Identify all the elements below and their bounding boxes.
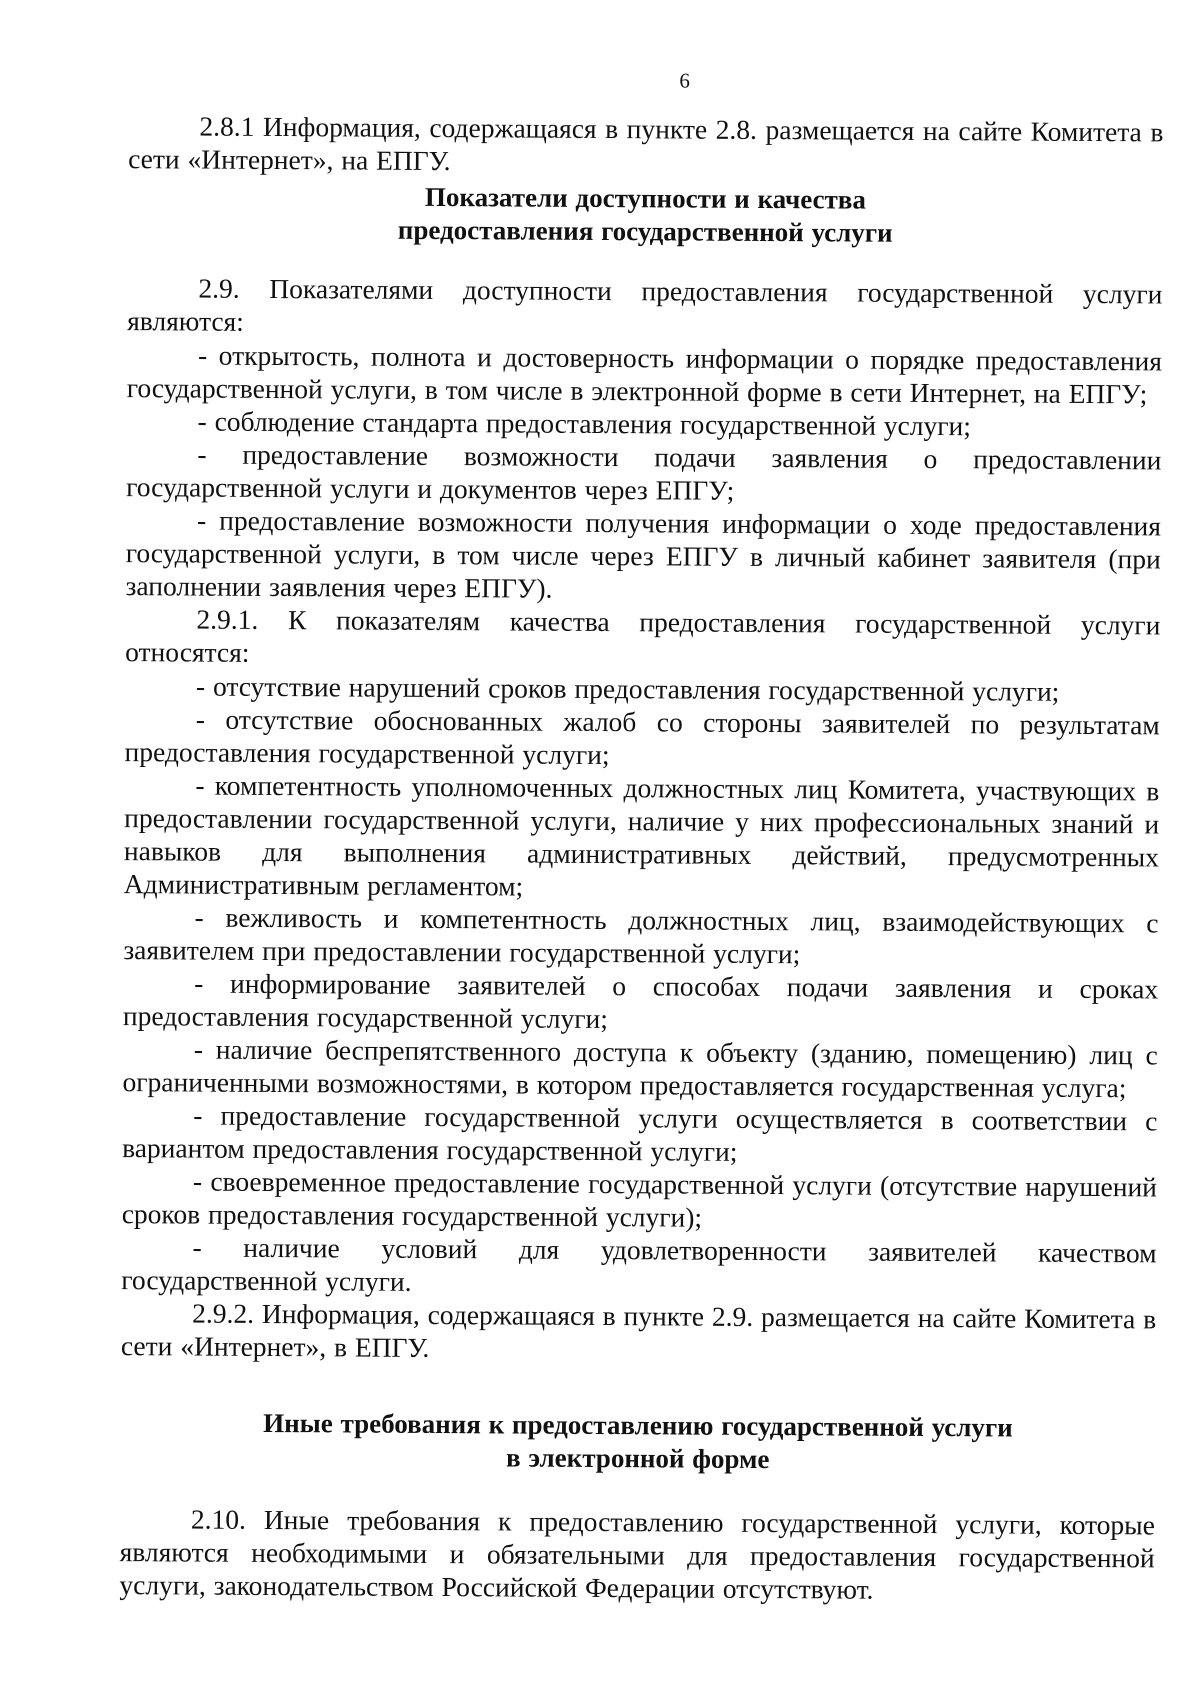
list-item: - соблюдение стандарта предоставления государственной услуги;	[197, 405, 972, 442]
list-item: - предоставление возможности получения информации о ходе предоставления государственной услуги, в том числе через ЕПГУ в личный кабинет заявителя (при заполнении заявления через ЕПГУ).	[125, 504, 1162, 604]
list-item: - наличие условий для удовлетворенности заявителей качеством государственной услуги.	[121, 1231, 1157, 1297]
heading-line: Показатели доступности и качества	[424, 181, 867, 215]
list-item: - отсутствие обоснованных жалоб со стороны заявителей по результатам предоставления государственной услуги;	[124, 703, 1160, 771]
paragraph-2-10: 2.10. Иные требования к предоставлению государственной услуги, которые являются необходимыми и обязательными для предоставления государственной услуги, законодательством Российской Федерации отсутствуют.	[119, 1503, 1155, 1605]
section-heading-accessibility	[128, 179, 1163, 251]
list-item: - своевременное предоставление государственной услуги (отсутствие нарушений сроков предоставления государственной услуги);	[121, 1165, 1158, 1233]
page-number: 6	[679, 68, 691, 93]
list-item: - открытость, полнота и достоверность информации о порядке предоставления государственной услуги, в том числе в электронной форме в сети Интернет, на ЕПГУ;	[126, 339, 1163, 410]
document-body	[119, 109, 1163, 1607]
list-item: - отсутствие нарушений сроков предоставления государственной услуги;	[195, 670, 1060, 707]
section-heading-electronic-form	[120, 1406, 1155, 1478]
heading-line: Иные требования к предоставлению государственной услуги	[263, 1407, 1013, 1443]
list-item: - предоставление государственной услуги осуществляется в соответствии с вариантом предоставления государственной услуги;	[122, 1099, 1158, 1167]
paragraph-2-8-1: 2.8.1 Информация, содержащаяся в пункте 2.8. размещается на сайте Комитета в сети «Интернет», на ЕПГУ.	[128, 110, 1164, 177]
paragraph-2-9: 2.9. Показателями доступности предоставления государственной услуги являются:	[127, 272, 1163, 337]
paragraph-2-9-1: 2.9.1. К показателям качества предоставления государственной услуги относятся:	[125, 603, 1161, 668]
list-item: - вежливость и компетентность должностных лиц, взаимодействующих с заявителем при предоставлении государственной услуги;	[123, 901, 1159, 970]
heading-line: в электронной форме	[505, 1442, 770, 1475]
list-item: - информирование заявителей о способах подачи заявления и сроках предоставления государственной услуги;	[122, 967, 1159, 1035]
list-item: - компетентность уполномоченных должностных лиц Комитета, участвующих в предоставлении государственной услуги, наличие у них профессиональных знаний и навыков для выполнения административных действий, предусмотренных Административным регламентом;	[123, 769, 1160, 902]
list-item: - наличие беспрепятственного доступа к объекту (зданию, помещению) лиц с ограниченными возможностями, в котором предоставляется государственная услуга;	[122, 1033, 1158, 1104]
heading-line: предоставления государственной услуги	[397, 214, 893, 248]
paragraph-2-9-2: 2.9.2. Информация, содержащаяся в пункте 2.9. размещается на сайте Комитета в сети «Интернет», в ЕПГУ.	[120, 1297, 1157, 1363]
list-item: - предоставление возможности подачи заявления о предоставлении государственной услуги и документов через ЕПГУ;	[126, 438, 1162, 506]
